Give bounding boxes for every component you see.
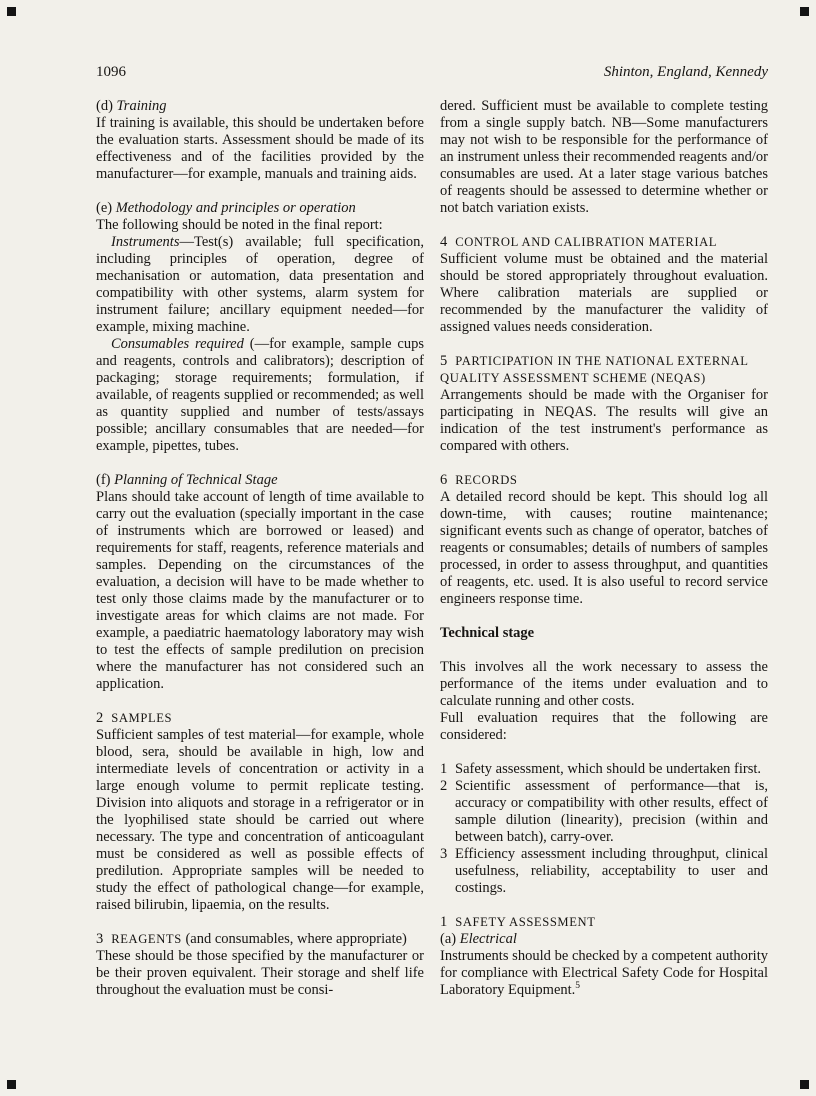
paragraph-consumables bbox=[96, 336, 424, 455]
section-number: 2 bbox=[96, 710, 104, 726]
paragraph bbox=[440, 948, 768, 999]
right-column bbox=[440, 98, 768, 999]
paragraph: These should be those specified by the manufacturer or be their proven equivalent. Their storage and shelf life throughout the evaluation must be consi- bbox=[96, 948, 424, 998]
paragraph: This involves all the work necessary to assess the performance of the items under evaluation and to calculate running and other costs. bbox=[440, 659, 768, 709]
lead-word: Instruments bbox=[111, 234, 180, 250]
paragraph: A detailed record should be kept. This should log all down-time, with causes; routine maintenance; significant events such as change of operator, batches of reagents or consumables; details of numbers of samples processed, in order to assess throughput, and quantities of reagents, etc. used. It is also useful to record service engineers response time. bbox=[440, 489, 768, 607]
subsection-label: (f) bbox=[96, 472, 111, 488]
crop-mark-bottom-left bbox=[7, 1080, 16, 1089]
list-item bbox=[440, 761, 768, 778]
paragraph: If training is available, this should be undertaken before the evaluation starts. Assessment should be made of its effectiveness and of the facilities provided by the manufacturer—for example, manuals and training aids. bbox=[96, 115, 424, 182]
section-1-safety-assessment bbox=[440, 914, 768, 999]
section-title: REAGENTS bbox=[111, 932, 182, 946]
section-number: 3 bbox=[96, 931, 104, 947]
section-title: CONTROL AND CALIBRATION MATERIAL bbox=[455, 235, 718, 249]
subsection-label: (d) bbox=[96, 98, 113, 114]
page-number: 1096 bbox=[96, 64, 126, 80]
paragraph: dered. Sufficient must be available to complete testing from a single supply batch. NB—Some manufacturers may not wish to be responsible for the performance of an instrument unless their recommended reagents and/or consumables are used. At a later stage various batches of reagents should be assessed to determine whether or not batch variation exists. bbox=[440, 98, 768, 216]
subsection-heading bbox=[96, 472, 424, 489]
paragraph: Sufficient volume must be obtained and the material should be stored appropriately throughout evaluation. Where calibration materials are supplied or recommended by the manufacturer the validity of assigned values needs consideration. bbox=[440, 251, 768, 335]
subsection-label: (a) bbox=[440, 931, 457, 947]
section-heading bbox=[96, 710, 424, 727]
list-item-text: Efficiency assessment including throughput, clinical usefulness, reliability, acceptability to user and costings. bbox=[455, 846, 768, 896]
paragraph: Plans should take account of length of time available to carry out the evaluation (specially important in the case of instruments which are borrowed or leased) and requirements for staff, reagents, reference materials and samples. Depending on the circumstances of the evaluation, a decision will have to be made whether to test only those claims made by the manufacturer or to investigate areas for which claims are not made. For example, a paediatric haematology laboratory may wish to test the effects of sample predilution on precision where the manufacturer has not considered such an application. bbox=[96, 489, 424, 692]
subsection-title: Training bbox=[116, 98, 167, 114]
crop-mark-top-left bbox=[7, 7, 16, 16]
section-title-suffix: (and consumables, where appropriate) bbox=[181, 931, 407, 947]
section-title: PARTICIPATION IN THE NATIONAL EXTERNAL QUALITY ASSESSMENT SCHEME (NEQAS) bbox=[440, 354, 749, 385]
page-header bbox=[96, 64, 768, 81]
running-head: Shinton, England, Kennedy bbox=[603, 64, 768, 80]
paragraph-text: (—for example, sample cups and reagents, controls and calibrators); description of packaging; storage requirements; formulation, if available, of reagents supplied or recommended; as well as quantity supplied and number of tests/assays possible; ancillary consumables that are needed—for example, pipettes, tubes. bbox=[96, 336, 424, 454]
subsection-title: Electrical bbox=[459, 931, 517, 947]
crop-mark-top-right bbox=[800, 7, 809, 16]
section-heading bbox=[440, 234, 768, 251]
evaluation-list bbox=[440, 761, 768, 897]
section-d-training bbox=[96, 98, 424, 183]
paragraph-instruments bbox=[96, 234, 424, 336]
subsection-label: (e) bbox=[96, 200, 113, 216]
section-4-control-calibration bbox=[440, 234, 768, 336]
section-heading bbox=[440, 914, 768, 931]
list-item-number: 2 bbox=[440, 778, 448, 794]
section-number: 4 bbox=[440, 234, 448, 250]
paragraph: Arrangements should be made with the Organiser for participating in NEQAS. The results will give an indication of the test instrument's performance as compared with others. bbox=[440, 387, 768, 454]
section-title: RECORDS bbox=[455, 473, 518, 487]
section-heading bbox=[440, 472, 768, 489]
technical-stage-intro bbox=[440, 659, 768, 744]
paragraph: The following should be noted in the final report: bbox=[96, 217, 383, 233]
section-e-methodology bbox=[96, 200, 424, 455]
section-heading bbox=[440, 353, 768, 387]
list-item-number: 1 bbox=[440, 761, 448, 777]
section-heading bbox=[96, 931, 424, 948]
technical-stage-heading: Technical stage bbox=[440, 625, 535, 641]
subsection-heading bbox=[96, 98, 424, 115]
list-item-text: Scientific assessment of performance—that is, accuracy or compatibility with other results, effect of sample dilution (linearity), precision (within and between batch), carry-over. bbox=[455, 778, 768, 845]
two-column-body bbox=[96, 98, 768, 999]
list-item-text: Safety assessment, which should be undertaken first. bbox=[455, 761, 762, 777]
list-item bbox=[440, 846, 768, 897]
list-item bbox=[440, 778, 768, 846]
reference-mark: 5 bbox=[575, 981, 581, 992]
section-5-neqas bbox=[440, 353, 768, 455]
subsection-title: Methodology and principles or operation bbox=[115, 200, 356, 216]
section-technical-stage bbox=[440, 625, 768, 642]
crop-mark-bottom-right bbox=[800, 1080, 809, 1089]
section-title: SAFETY ASSESSMENT bbox=[455, 915, 596, 929]
paragraph: Full evaluation requires that the following are considered: bbox=[440, 710, 768, 743]
section-3-reagents bbox=[96, 931, 424, 999]
section-number: 1 bbox=[440, 914, 448, 930]
section-6-records bbox=[440, 472, 768, 608]
section-f-planning bbox=[96, 472, 424, 693]
subsection-title: Planning of Technical Stage bbox=[114, 472, 278, 488]
paragraph-text: —Test(s) available; full specification, including principles of operation, degree of mechanisation or automation, data presentation and compatibility with other systems, alarm system for instrument failure; ancillary equipment needed—for example, mixing machine. bbox=[96, 234, 424, 335]
paragraph-text: Instruments should be checked by a competent authority for compliance with Electrical Safety Code for Hospital Laboratory Equipment. bbox=[440, 948, 768, 998]
paragraph: Sufficient samples of test material—for example, whole blood, sera, should be available in high, low and intermediate levels of concentration or activity in a large enough volume to permit replicate testing. Division into aliquots and storage in a refrigerator or in the lyophilised state should be carried out where necessary. The type and concentration of anticoagulant must be considered as well as possible effects of predilution. Appropriate samples will be needed to study the effect of pathological change—for example, raised bilirubin, lipaemia, on the results. bbox=[96, 727, 424, 913]
lead-word: Consumables required bbox=[111, 336, 244, 352]
section-number: 6 bbox=[440, 472, 448, 488]
section-2-samples bbox=[96, 710, 424, 914]
section-number: 5 bbox=[440, 353, 448, 369]
subsection-heading bbox=[440, 931, 768, 948]
left-column bbox=[96, 98, 424, 999]
section-title: SAMPLES bbox=[111, 711, 173, 725]
reagents-continuation bbox=[440, 98, 768, 217]
list-item-number: 3 bbox=[440, 846, 448, 862]
subsection-heading bbox=[96, 200, 424, 217]
